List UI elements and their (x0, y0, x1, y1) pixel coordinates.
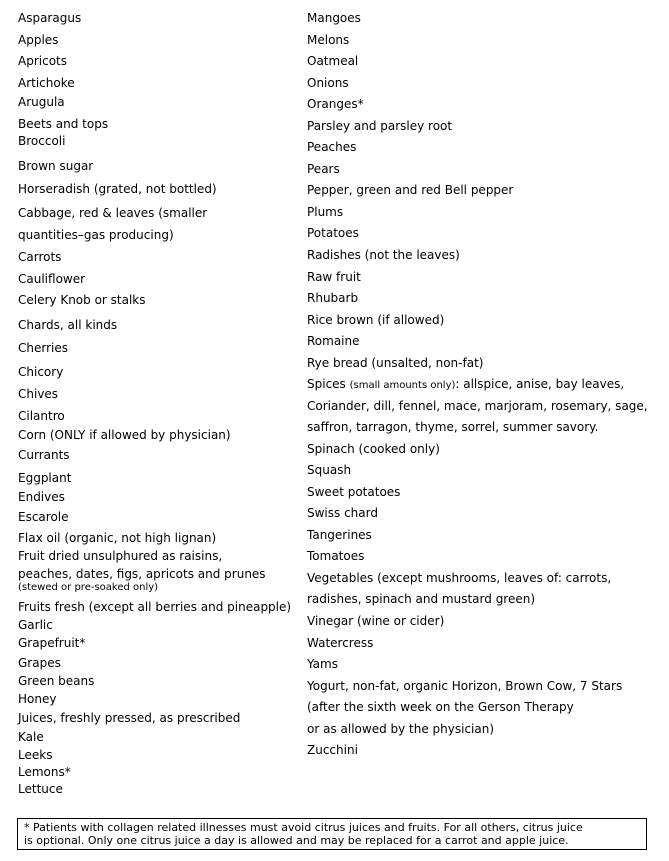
list-item: Plums (307, 205, 344, 219)
list-item: Tangerines (307, 528, 372, 542)
footnote-box (17, 818, 647, 850)
list-item-spices (307, 377, 624, 393)
list-item: Arugula (18, 95, 65, 109)
list-item: Honey (18, 692, 57, 706)
list-item: Sweet potatoes (307, 485, 401, 499)
list-item: Onions (307, 76, 349, 90)
list-item: Rice brown (if allowed) (307, 313, 445, 327)
list-item: Pepper, green and red Bell pepper (307, 183, 514, 197)
list-item: Chicory (18, 365, 64, 379)
list-item: Horseradish (grated, not bottled) (18, 182, 217, 196)
list-item: Yams (307, 657, 338, 671)
list-item: Fruits fresh (except all berries and pineapple) (18, 600, 292, 614)
list-item: Romaine (307, 334, 360, 348)
list-item: Cilantro (18, 409, 65, 423)
list-item: Tomatoes (307, 549, 365, 563)
list-item: Cauliflower (18, 272, 86, 286)
list-item: Parsley and parsley root (307, 119, 453, 133)
list-item: Swiss chard (307, 506, 378, 520)
list-item: Chards, all kinds (18, 318, 118, 332)
list-item: Leeks (18, 748, 53, 762)
list-item: Garlic (18, 618, 53, 632)
list-item: Yogurt, non-fat, organic Horizon, Brown Cow, 7 Stars (307, 679, 623, 693)
list-item: Flax oil (organic, not high lignan) (18, 531, 217, 545)
list-item: Squash (307, 463, 352, 477)
spices-label: Spices (307, 377, 346, 391)
list-item: Lettuce (18, 782, 63, 796)
list-item: Cherries (18, 341, 68, 355)
list-item: saffron, tarragon, thyme, sorrel, summer savory. (307, 420, 599, 434)
list-item: Juices, freshly pressed, as prescribed (18, 711, 241, 725)
list-item: Carrots (18, 250, 62, 264)
list-item: Watercress (307, 636, 374, 650)
list-item: Currants (18, 448, 70, 462)
list-item: Lemons* (18, 765, 71, 779)
list-item: Vegetables (except mushrooms, leaves of: carrots, (307, 571, 612, 585)
list-item: Endives (18, 490, 65, 504)
list-item: Mangoes (307, 11, 361, 25)
list-item: (after the sixth week on the Gerson Therapy (307, 700, 574, 714)
list-item: Oranges* (307, 97, 364, 111)
list-item: Apples (18, 33, 59, 47)
list-item: Melons (307, 33, 350, 47)
list-item: Eggplant (18, 471, 72, 485)
list-item: Asparagus (18, 11, 82, 25)
list-item: Raw fruit (307, 270, 361, 284)
list-item: Kale (18, 730, 44, 744)
list-item: Celery Knob or stalks (18, 293, 146, 307)
list-item: Coriander, dill, fennel, mace, marjoram, rosemary, sage, (307, 399, 648, 413)
footnote-line-2: is optional. Only one citrus juice a day is allowed and may be replaced for a carrot and apple juice. (24, 834, 569, 847)
list-item: Chives (18, 387, 59, 401)
list-item: Corn (ONLY if allowed by physician) (18, 428, 231, 442)
list-item: Fruit dried unsulphured as raisins, (18, 549, 223, 563)
list-item: quantities–gas producing) (18, 228, 174, 242)
list-item: Brown sugar (18, 159, 94, 173)
list-item: peaches, dates, figs, apricots and prunes (18, 567, 266, 581)
list-item: Cabbage, red & leaves (smaller (18, 206, 208, 220)
list-item: Escarole (18, 510, 69, 524)
list-item: Rhubarb (307, 291, 359, 305)
spices-list: : allspice, anise, bay leaves, (455, 377, 625, 391)
list-item: Potatoes (307, 226, 359, 240)
list-item: or as allowed by the physician) (307, 722, 495, 736)
list-item: Beets and tops (18, 117, 109, 131)
list-item-note: (stewed or pre-soaked only) (18, 582, 159, 593)
list-item: Zucchini (307, 743, 358, 757)
list-item: Grapefruit* (18, 636, 86, 650)
spices-note: (small amounts only) (349, 380, 456, 391)
list-item: Vinegar (wine or cider) (307, 614, 445, 628)
list-item: Rye bread (unsalted, non-fat) (307, 356, 484, 370)
list-item: Broccoli (18, 134, 66, 148)
list-item: Radishes (not the leaves) (307, 248, 460, 262)
list-item: Spinach (cooked only) (307, 442, 440, 456)
list-item: Oatmeal (307, 54, 359, 68)
list-item: Pears (307, 162, 340, 176)
footnote-line-1: * Patients with collagen related illnesses must avoid citrus juices and fruits. For all others, citrus juice (24, 821, 583, 834)
list-item: radishes, spinach and mustard green) (307, 592, 536, 606)
list-item: Artichoke (18, 76, 75, 90)
list-item: Grapes (18, 656, 61, 670)
list-item: Green beans (18, 674, 95, 688)
list-item: Apricots (18, 54, 67, 68)
list-item: Peaches (307, 140, 357, 154)
